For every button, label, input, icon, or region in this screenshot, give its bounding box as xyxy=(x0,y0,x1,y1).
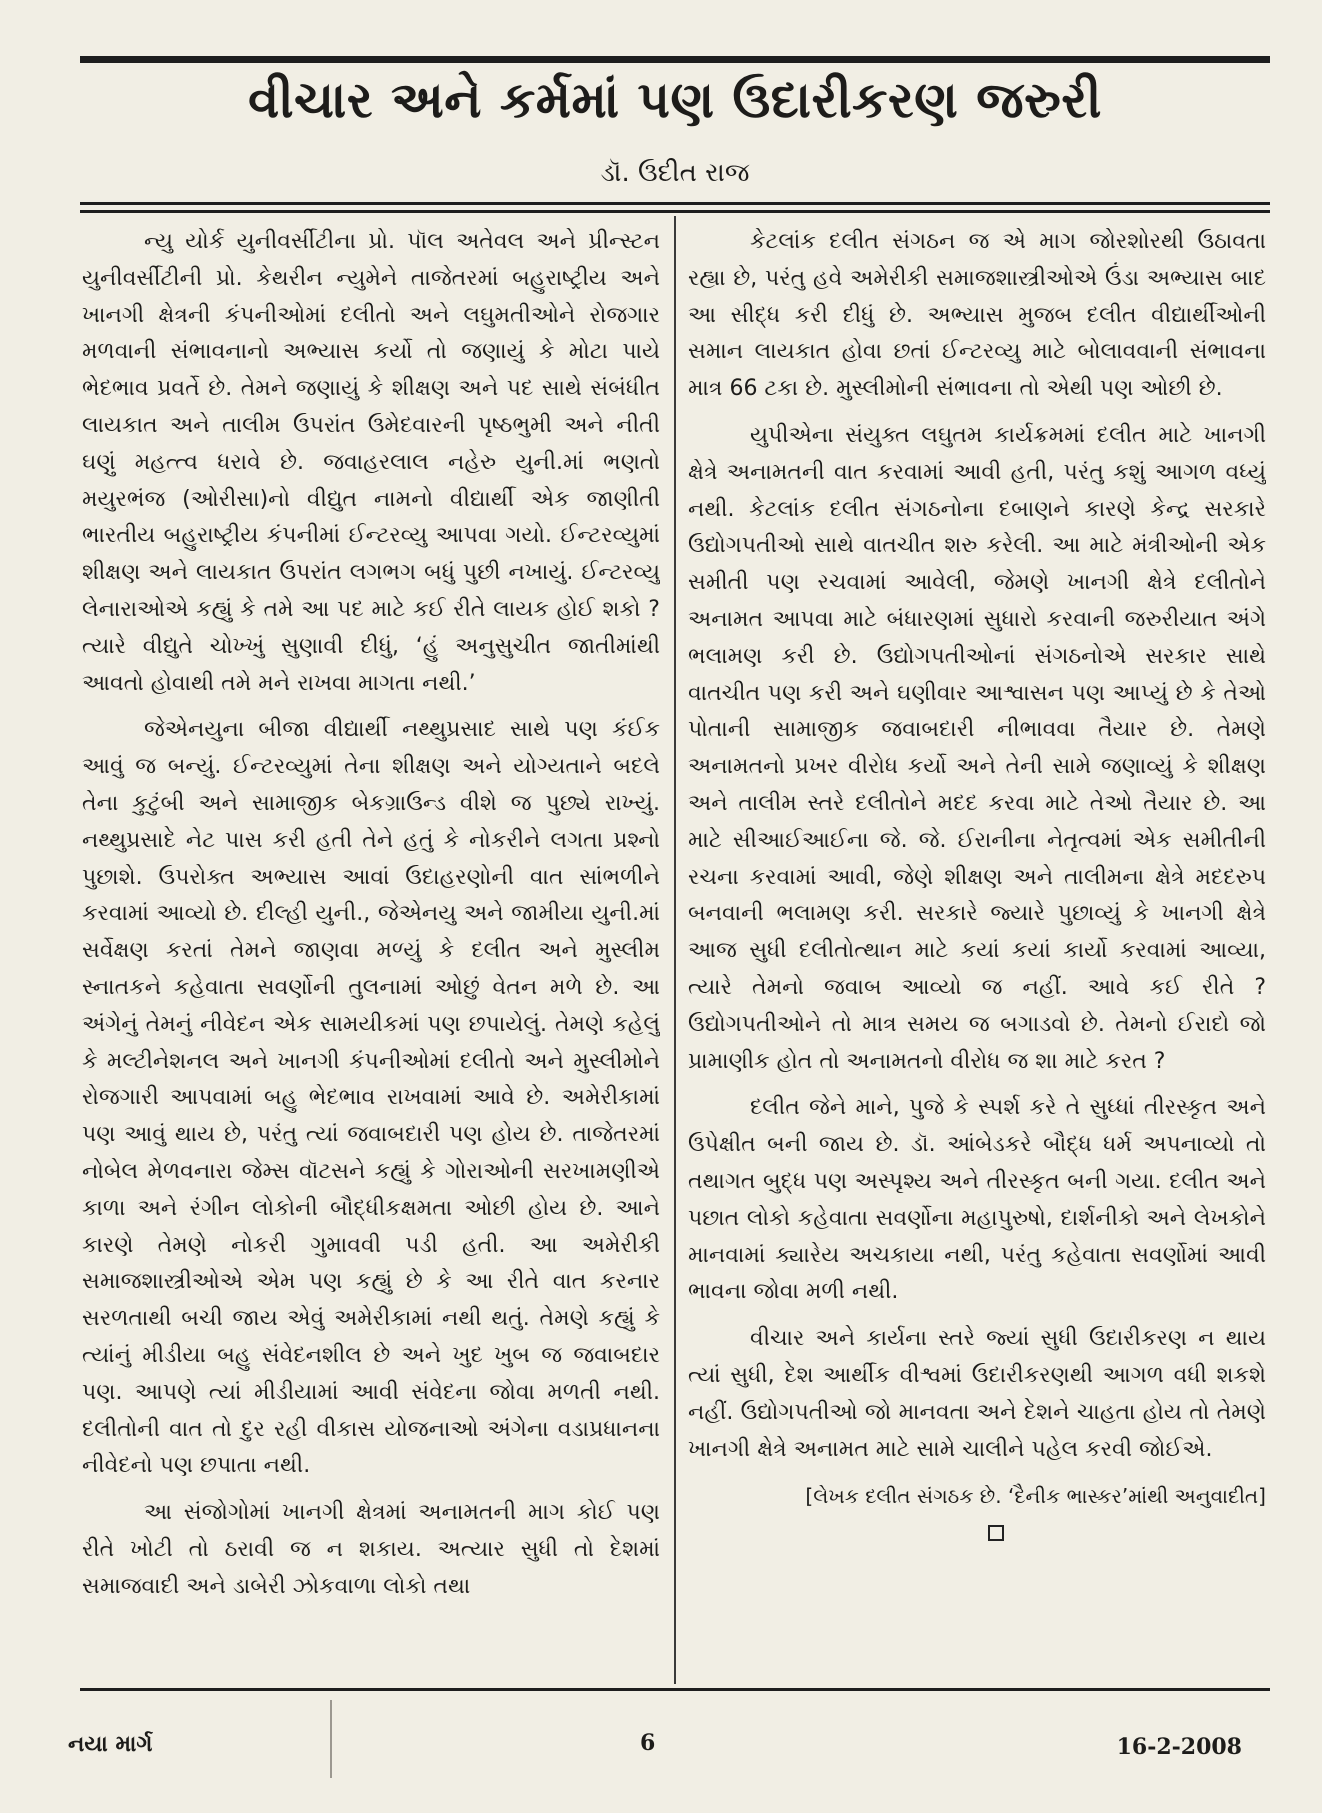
issue-date: 16-2-2008 xyxy=(1116,1734,1242,1760)
end-of-article-square-icon xyxy=(988,1525,1004,1541)
left-paragraph-3: આ સંજોગોમાં ખાનગી ક્ષેત્રમાં અનામતની માગ કોઈ પણ રીતે ખોટી તો ઠરાવી જ ન શકાય. અત્યાર સુધી તો દેશમાં સમાજવાદી અને ડાબેરી ઝોકવાળા લોકો તથા xyxy=(82,1500,660,1599)
header-rule-lower xyxy=(80,210,1270,213)
author-credit: [લેખક દલીત સંગઠક છે. ‘દૈનીક ભાસ્કર’માંથી અનુવાદીત] xyxy=(805,1484,1266,1509)
column-divider xyxy=(674,216,676,1684)
footer-rule xyxy=(80,1688,1270,1691)
page-number: 6 xyxy=(640,1730,656,1756)
right-paragraph-4: વીચાર અને કાર્યના સ્તરે જ્યાં સુધી ઉદારીકરણ ન થાય ત્યાં સુધી, દેશ આર્થીક વીશ્વમાં ઉદારીકરણથી આગળ વધી શકશે નહીં. ઉદ્યોગપતીઓ જો માનવતા અને દેશને ચાહતા હોય તો તેમણે ખાનગી ક્ષેત્રે અનામત માટે સામે ચાલીને પહેલ કરવી જોઈએ. xyxy=(688,1326,1266,1462)
top-rule xyxy=(80,56,1270,63)
right-paragraph-3: દલીત જેને માને, પુજે કે સ્પર્શ કરે તે સુધ્ધાં તીરસ્કૃત અને ઉપેક્ષીત બની જાય છે. ડૉ. આંબેડકરે બૌદ્ધ ધર્મ અપનાવ્યો તો તથાગત બુદ્ધ પણ અસ્પૃશ્ય અને તીરસ્કૃત બની ગયા. દલીત અને પછાત લોકો કહેવાતા સવર્ણોના મહાપુરુષો, દાર્શનીકો અને લેખકોને માનવામાં ક્યારેય અચકાયા નથી, પરંતુ કહેવાતા સવર્ણોમાં આવી ભાવના જોવા મળી નથી. xyxy=(688,1095,1266,1305)
article-author: ડૉ. ઉદીત રાજ xyxy=(600,158,750,188)
right-paragraph-2: યુપીએના સંયુક્ત લઘુતમ કાર્યક્રમમાં દલીત માટે ખાનગી ક્ષેત્રે અનામતની વાત કરવામાં આવી હતી, પરંતુ કશું આગળ વધ્યું નથી. કેટલાંક દલીત સંગઠનોના દબાણને કારણે કેન્દ્ર સરકારે ઉદ્યોગપતીઓ સાથે વાતચીત શરુ કરેલી. આ માટે મંત્રીઓની એક સમીતી પણ રચવામાં આવેલી, જેમણે ખાનગી ક્ષેત્રે દલીતોને અનામત આપવા માટે બંધારણમાં સુધારો કરવાની જરુરીયાત અંગે ભલામણ કરી છે. ઉદ્યોગપતીઓનાં સંગઠનોએ સરકાર સાથે વાતચીત પણ કરી અને ઘણીવાર આશ્વાસન પણ આપ્યું છે કે તેઓ પોતાની સામાજીક જવાબદારી નીભાવવા તૈયાર છે. તેમણે અનામતનો પ્રખર વીરોધ કર્યો અને તેની સામે જણાવ્યું કે શીક્ષણ અને તાલીમ સ્તરે દલીતોને મદદ કરવા માટે તેઓ તૈયાર છે. આ માટે સીઆઈઆઈના જે. જે. ઈરાનીના નેતૃત્વમાં એક સમીતીની રચના કરવામાં આવી, જેણે શીક્ષણ અને તાલીમના ક્ષેત્રે મદદરુપ બનવાની ભલામણ કરી. સરકારે જ્યારે પુછાવ્યું કે ખાનગી ક્ષેત્રે આજ સુધી દલીતોત્થાન માટે કયાં કયાં કાર્યો કરવામાં આવ્યા, ત્યારે તેમનો જવાબ આવ્યો જ નહીં. આવે કઈ રીતે ? ઉદ્યોગપતીઓને તો માત્ર સમય જ બગાડવો છે. તેમનો ઈરાદો જો પ્રામાણીક હોત તો અનામતનો વીરોધ જ શા માટે કરત ? xyxy=(688,422,1266,1074)
right-paragraph-1: કેટલાંક દલીત સંગઠન જ એ માગ જોરશોરથી ઉઠાવતા રહ્યા છે, પરંતુ હવે અમેરીકી સમાજશાસ્ત્રીઓએ ઉંડા અભ્યાસ બાદ આ સીદ્ધ કરી દીધું છે. અભ્યાસ મુજબ દલીત વીદ્યાર્થીઓની સમાન લાયકાત હોવા છતાં ઈન્ટરવ્યુ માટે બોલાવવાની સંભાવના માત્ર 66 ટકા છે. મુસ્લીમોની સંભાવના તો એથી પણ ઓછી છે. xyxy=(688,229,1266,402)
right-column xyxy=(688,224,1266,1684)
left-paragraph-1: ન્યુ યોર્ક યુનીવર્સીટીના પ્રો. પૉલ અતેવલ અને પ્રીન્સ્ટન યુનીવર્સીટીની પ્રો. કેથરીન ન્યુમેને તાજેતરમાં બહુરાષ્ટ્રીય અને ખાનગી ક્ષેત્રની કંપનીઓમાં દલીતો અને લઘુમતીઓને રોજગાર મળવાની સંભાવનાનો અભ્યાસ કર્યો તો જણાયું કે મોટા પાયે ભેદભાવ પ્રવર્તે છે. તેમને જણાયું કે શીક્ષણ અને પદ સાથે સંબંધીત લાયકાત અને તાલીમ ઉપરાંત ઉમેદવારની પૃષ્ઠભુમી અને નીતી ઘણું મહત્ત્વ ધરાવે છે. જવાહરલાલ નહેરુ યુની.માં ભણતો મયુરભંજ (ઓરીસા)નો વીદ્યુત નામનો વીદ્યાર્થી એક જાણીતી ભારતીય બહુરાષ્ટ્રીય કંપનીમાં ઈન્ટરવ્યુ આપવા ગયો. ઈન્ટરવ્યુમાં શીક્ષણ અને લાયકાત ઉપરાંત લગભગ બધું પુછી નખાયું. ઈન્ટરવ્યુ લેનારાઓએ કહ્યું કે તમે આ પદ માટે કઈ રીતે લાયક હોઈ શકો ? ત્યારે વીદ્યુતે ચોખ્ખું સુણાવી દીધું, ‘હું અનુસુચીત જાતીમાંથી આવતો હોવાથી તમે મને રાખવા માગતા નથી.’ xyxy=(82,229,660,696)
article-title: વીચાર અને કર્મમાં પણ ઉદારીકરણ જરુરી xyxy=(248,71,1102,129)
publication-name: નયા માર્ગ xyxy=(68,1732,153,1757)
binding-crease xyxy=(330,1700,332,1778)
left-column xyxy=(82,224,660,1684)
left-paragraph-2: જેએનયુના બીજા વીદ્યાર્થી નથ્થુપ્રસાદ સાથે પણ કંઈક આવું જ બન્યું. ઈન્ટરવ્યુમાં તેના શીક્ષણ અને યોગ્યતાને બદલે તેના કુટુંબી અને સામાજીક બેકગ્રાઉન્ડ વીશે જ પુછ્યે રાખ્યું. નથ્થુપ્રસાદે નેટ પાસ કરી હતી તેને હતું કે નોકરીને લગતા પ્રશ્નો પુછાશે. ઉપરોક્ત અભ્યાસ આવાં ઉદાહરણોની વાત સાંભળીને કરવામાં આવ્યો છે. દીલ્હી યુની., જેએનયુ અને જામીયા યુની.માં સર્વેક્ષણ કરતાં તેમને જાણવા મળ્યું કે દલીત અને મુસ્લીમ સ્નાતકને કહેવાતા સવર્ણોની તુલનામાં ઓછું વેતન મળે છે. આ અંગેનું તેમનું નીવેદન એક સામયીકમાં પણ છપાયેલું. તેમણે કહેલું કે મલ્ટીનેશનલ અને ખાનગી કંપનીઓમાં દલીતો અને મુસ્લીમોને રોજગારી આપવામાં બહુ ભેદભાવ રાખવામાં આવે છે. અમેરીકામાં પણ આવું થાય છે, પરંતુ ત્યાં જવાબદારી પણ હોય છે. તાજેતરમાં નોબેલ મેળવનારા જેમ્સ વૉટસને કહ્યું કે ગોરાઓની સરખામણીએ કાળા અને રંગીન લોકોની બૌદ્ધીકક્ષમતા ઓછી હોય છે. આને કારણે તેમણે નોકરી ગુમાવવી પડી હતી. આ અમેરીકી સમાજશાસ્ત્રીઓએ એમ પણ કહ્યું છે કે આ રીતે વાત કરનાર સરળતાથી બચી જાય એવું અમેરીકામાં નથી થતું. તેમણે કહ્યું કે ત્યાંનું મીડીયા બહુ સંવેદનશીલ છે અને ખુદ ખુબ જ જવાબદાર પણ. આપણે ત્યાં મીડીયામાં આવી સંવેદના જોવા મળતી નથી. દલીતોની વાત તો દુર રહી વીકાસ યોજનાઓ અંગેના વડાપ્રધાનના નીવેદનો પણ છપાતા નથી. xyxy=(82,717,660,1479)
header-rule-upper xyxy=(80,202,1270,205)
